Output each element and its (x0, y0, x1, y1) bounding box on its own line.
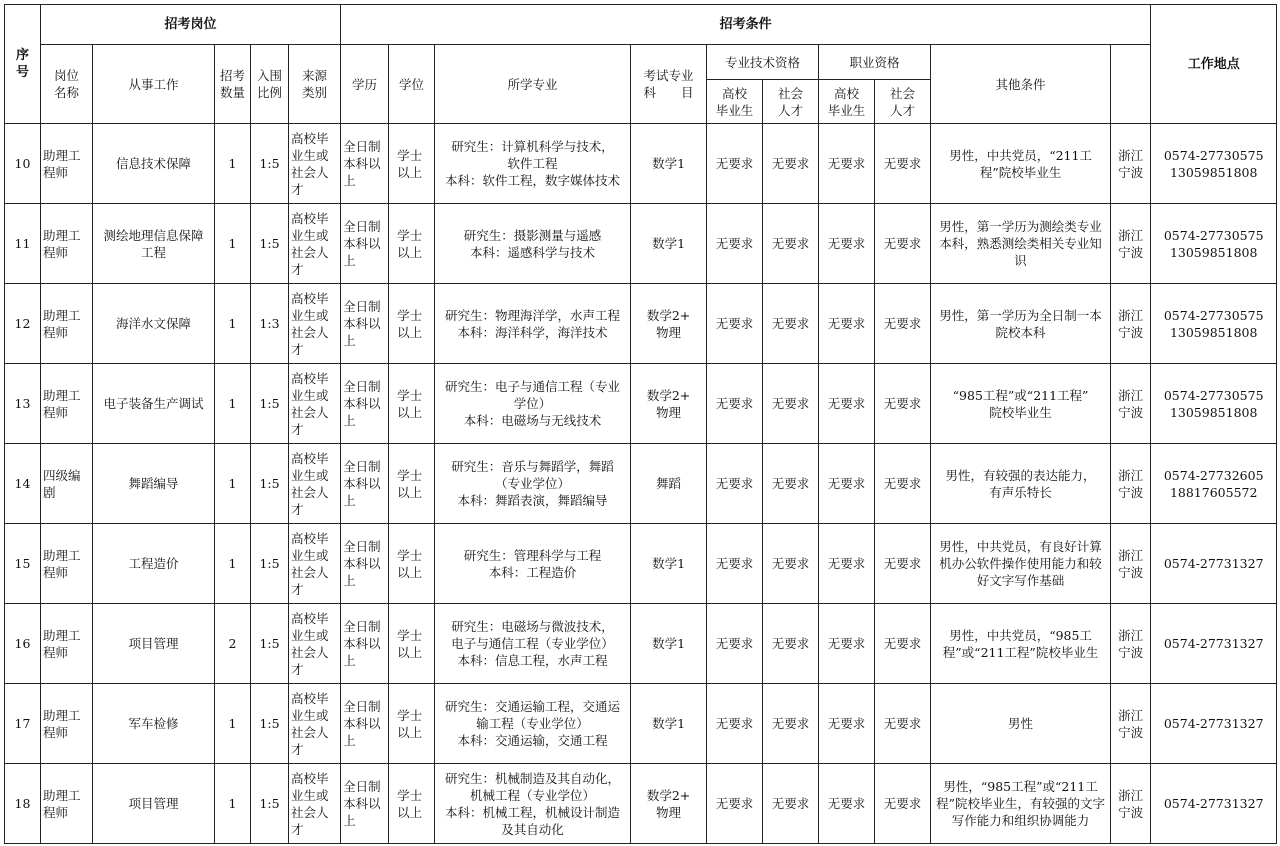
cell-tech-social: 无要求 (763, 524, 819, 604)
table-row (5, 444, 1277, 524)
header-work-location: 工作地点 (1151, 5, 1277, 124)
header-job-qual: 职业资格 (819, 45, 931, 80)
cell-seq: 13 (5, 364, 41, 444)
cell-ratio: 1:3 (251, 284, 289, 364)
header-job-grad: 高校 毕业生 (819, 80, 875, 124)
cell-count: 1 (215, 124, 251, 204)
table-header (5, 5, 1277, 124)
cell-major: 研究生：管理科学与工程 本科：工程造价 (435, 524, 631, 604)
cell-source: 高校毕业生或社会人才 (289, 364, 341, 444)
cell-source: 高校毕业生或社会人才 (289, 684, 341, 764)
cell-job-social: 无要求 (875, 124, 931, 204)
cell-seq: 16 (5, 604, 41, 684)
cell-exam: 数学1 (631, 604, 707, 684)
cell-tech-social: 无要求 (763, 764, 819, 844)
cell-work: 项目管理 (93, 604, 215, 684)
header-major: 所学专业 (435, 45, 631, 124)
cell-location: 浙江宁波 (1111, 364, 1151, 444)
header-exam: 考试专业 科 目 (631, 45, 707, 124)
cell-other: 男性 (931, 684, 1111, 764)
cell-exam: 数学1 (631, 204, 707, 284)
cell-post: 助理工程师 (41, 764, 93, 844)
cell-source: 高校毕业生或社会人才 (289, 764, 341, 844)
cell-tech-social: 无要求 (763, 444, 819, 524)
cell-other: 男性，第一学历为全日制一本院校本科 (931, 284, 1111, 364)
cell-phone: 0574-27731327 (1151, 604, 1277, 684)
header-tech-qual: 专业技术资格 (707, 45, 819, 80)
cell-exam: 数学1 (631, 124, 707, 204)
cell-education: 全日制本科以上 (341, 524, 389, 604)
cell-ratio: 1:5 (251, 604, 289, 684)
cell-degree: 学士以上 (389, 604, 435, 684)
cell-count: 1 (215, 764, 251, 844)
cell-count: 1 (215, 524, 251, 604)
cell-ratio: 1:5 (251, 684, 289, 764)
header-conditions-group: 招考条件 (341, 5, 1151, 45)
cell-count: 1 (215, 684, 251, 764)
cell-work: 舞蹈编导 (93, 444, 215, 524)
cell-phone: 0574-27730575 13059851808 (1151, 204, 1277, 284)
cell-education: 全日制本科以上 (341, 204, 389, 284)
cell-job-grad: 无要求 (819, 364, 875, 444)
table-row (5, 284, 1277, 364)
cell-education: 全日制本科以上 (341, 764, 389, 844)
header-work: 从事工作 (93, 45, 215, 124)
cell-education: 全日制本科以上 (341, 604, 389, 684)
cell-location: 浙江宁波 (1111, 764, 1151, 844)
cell-post: 助理工程师 (41, 604, 93, 684)
cell-work: 测绘地理信息保障工程 (93, 204, 215, 284)
table-row (5, 604, 1277, 684)
cell-tech-social: 无要求 (763, 204, 819, 284)
cell-seq: 14 (5, 444, 41, 524)
cell-phone: 0574-27730575 13059851808 (1151, 124, 1277, 204)
cell-job-social: 无要求 (875, 444, 931, 524)
cell-tech-grad: 无要求 (707, 284, 763, 364)
cell-post: 助理工程师 (41, 524, 93, 604)
header-position-group: 招考岗位 (41, 5, 341, 45)
cell-tech-grad: 无要求 (707, 604, 763, 684)
cell-tech-social: 无要求 (763, 604, 819, 684)
cell-tech-grad: 无要求 (707, 764, 763, 844)
cell-exam: 数学2+ 物理 (631, 764, 707, 844)
cell-job-grad: 无要求 (819, 444, 875, 524)
table-row (5, 124, 1277, 204)
cell-count: 2 (215, 604, 251, 684)
cell-seq: 17 (5, 684, 41, 764)
cell-phone: 0574-27732605 18817605572 (1151, 444, 1277, 524)
cell-major: 研究生：电子与通信工程（专业学位） 本科：电磁场与无线技术 (435, 364, 631, 444)
cell-degree: 学士以上 (389, 524, 435, 604)
cell-tech-social: 无要求 (763, 284, 819, 364)
header-count: 招考数量 (215, 45, 251, 124)
header-post-name: 岗位名称 (41, 45, 93, 124)
cell-education: 全日制本科以上 (341, 444, 389, 524)
cell-seq: 12 (5, 284, 41, 364)
cell-tech-grad: 无要求 (707, 124, 763, 204)
cell-job-social: 无要求 (875, 364, 931, 444)
cell-job-grad: 无要求 (819, 124, 875, 204)
cell-post: 助理工程师 (41, 364, 93, 444)
cell-count: 1 (215, 284, 251, 364)
cell-exam: 舞蹈 (631, 444, 707, 524)
cell-job-social: 无要求 (875, 684, 931, 764)
cell-other: 男性，中共党员，“211工程”院校毕业生 (931, 124, 1111, 204)
cell-degree: 学士以上 (389, 364, 435, 444)
cell-work: 军车检修 (93, 684, 215, 764)
cell-job-social: 无要求 (875, 604, 931, 684)
cell-major: 研究生：物理海洋学，水声工程 本科：海洋科学，海洋技术 (435, 284, 631, 364)
header-ratio: 入围比例 (251, 45, 289, 124)
cell-location: 浙江宁波 (1111, 204, 1151, 284)
cell-post: 助理工程师 (41, 284, 93, 364)
cell-job-grad: 无要求 (819, 524, 875, 604)
cell-phone: 0574-27730575 13059851808 (1151, 364, 1277, 444)
cell-other: 男性，有较强的表达能力， 有声乐特长 (931, 444, 1111, 524)
cell-job-grad: 无要求 (819, 284, 875, 364)
recruitment-table (4, 4, 1277, 844)
cell-work: 工程造价 (93, 524, 215, 604)
cell-job-social: 无要求 (875, 764, 931, 844)
cell-major: 研究生：计算机科学与技术， 软件工程 本科：软件工程，数字媒体技术 (435, 124, 631, 204)
cell-other: 男性，中共党员，有良好计算机办公软件操作使用能力和较好文字写作基础 (931, 524, 1111, 604)
cell-ratio: 1:5 (251, 524, 289, 604)
cell-source: 高校毕业生或社会人才 (289, 604, 341, 684)
cell-exam: 数学1 (631, 684, 707, 764)
cell-location: 浙江宁波 (1111, 524, 1151, 604)
cell-education: 全日制本科以上 (341, 364, 389, 444)
cell-education: 全日制本科以上 (341, 284, 389, 364)
cell-tech-social: 无要求 (763, 124, 819, 204)
cell-post: 助理工程师 (41, 684, 93, 764)
cell-education: 全日制本科以上 (341, 684, 389, 764)
cell-seq: 18 (5, 764, 41, 844)
cell-location: 浙江宁波 (1111, 124, 1151, 204)
cell-tech-grad: 无要求 (707, 204, 763, 284)
cell-ratio: 1:5 (251, 364, 289, 444)
header-other: 其他条件 (931, 45, 1111, 124)
cell-job-social: 无要求 (875, 284, 931, 364)
cell-major: 研究生：音乐与舞蹈学，舞蹈 （专业学位） 本科：舞蹈表演，舞蹈编导 (435, 444, 631, 524)
cell-location: 浙江宁波 (1111, 684, 1151, 764)
cell-degree: 学士以上 (389, 764, 435, 844)
header-tech-social: 社会 人才 (763, 80, 819, 124)
cell-tech-grad: 无要求 (707, 444, 763, 524)
cell-location: 浙江宁波 (1111, 444, 1151, 524)
cell-tech-social: 无要求 (763, 364, 819, 444)
cell-degree: 学士以上 (389, 124, 435, 204)
cell-count: 1 (215, 444, 251, 524)
cell-exam: 数学1 (631, 524, 707, 604)
cell-job-grad: 无要求 (819, 604, 875, 684)
cell-job-grad: 无要求 (819, 684, 875, 764)
cell-other: “985工程”或“211工程” 院校毕业生 (931, 364, 1111, 444)
cell-source: 高校毕业生或社会人才 (289, 284, 341, 364)
cell-source: 高校毕业生或社会人才 (289, 204, 341, 284)
cell-post: 四级编剧 (41, 444, 93, 524)
cell-major: 研究生：交通运输工程，交通运输工程（专业学位） 本科：交通运输，交通工程 (435, 684, 631, 764)
cell-job-social: 无要求 (875, 204, 931, 284)
table-body (5, 124, 1277, 844)
cell-work: 项目管理 (93, 764, 215, 844)
cell-work: 海洋水文保障 (93, 284, 215, 364)
cell-tech-social: 无要求 (763, 684, 819, 764)
table-row (5, 364, 1277, 444)
cell-job-grad: 无要求 (819, 204, 875, 284)
cell-phone: 0574-27730575 13059851808 (1151, 284, 1277, 364)
cell-tech-grad: 无要求 (707, 364, 763, 444)
cell-exam: 数学2+ 物理 (631, 364, 707, 444)
cell-other: 男性，第一学历为测绘类专业本科，熟悉测绘类相关专业知识 (931, 204, 1111, 284)
cell-degree: 学士以上 (389, 444, 435, 524)
cell-phone: 0574-27731327 (1151, 764, 1277, 844)
cell-ratio: 1:5 (251, 444, 289, 524)
table-row (5, 764, 1277, 844)
cell-location: 浙江宁波 (1111, 284, 1151, 364)
table-row (5, 524, 1277, 604)
cell-phone: 0574-27731327 (1151, 524, 1277, 604)
cell-source: 高校毕业生或社会人才 (289, 124, 341, 204)
header-source: 来源类别 (289, 45, 341, 124)
cell-ratio: 1:5 (251, 764, 289, 844)
cell-tech-grad: 无要求 (707, 524, 763, 604)
header-degree: 学位 (389, 45, 435, 124)
cell-degree: 学士以上 (389, 684, 435, 764)
cell-job-grad: 无要求 (819, 764, 875, 844)
header-seq: 序号 (5, 5, 41, 124)
header-tech-grad: 高校 毕业生 (707, 80, 763, 124)
cell-location: 浙江宁波 (1111, 604, 1151, 684)
cell-education: 全日制本科以上 (341, 124, 389, 204)
cell-degree: 学士以上 (389, 204, 435, 284)
cell-work: 信息技术保障 (93, 124, 215, 204)
cell-major: 研究生：电磁场与微波技术， 电子与通信工程（专业学位） 本科：信息工程，水声工程 (435, 604, 631, 684)
cell-phone: 0574-27731327 (1151, 684, 1277, 764)
cell-work: 电子装备生产调试 (93, 364, 215, 444)
cell-source: 高校毕业生或社会人才 (289, 524, 341, 604)
cell-other: 男性，“985工程”或“211工程”院校毕业生，有较强的文字写作能力和组织协调能力 (931, 764, 1111, 844)
cell-exam: 数学2+ 物理 (631, 284, 707, 364)
header-education: 学历 (341, 45, 389, 124)
table-row (5, 684, 1277, 764)
cell-degree: 学士以上 (389, 284, 435, 364)
cell-major: 研究生：机械制造及其自动化，机械工程（专业学位） 本科：机械工程，机械设计制造及其自动化 (435, 764, 631, 844)
cell-ratio: 1:5 (251, 204, 289, 284)
cell-major: 研究生：摄影测量与遥感 本科：遥感科学与技术 (435, 204, 631, 284)
cell-post: 助理工程师 (41, 124, 93, 204)
cell-seq: 15 (5, 524, 41, 604)
cell-count: 1 (215, 364, 251, 444)
cell-count: 1 (215, 204, 251, 284)
table-row (5, 204, 1277, 284)
cell-source: 高校毕业生或社会人才 (289, 444, 341, 524)
cell-post: 助理工程师 (41, 204, 93, 284)
cell-other: 男性，中共党员，“985工程”或“211工程”院校毕业生 (931, 604, 1111, 684)
cell-tech-grad: 无要求 (707, 684, 763, 764)
cell-job-social: 无要求 (875, 524, 931, 604)
cell-seq: 11 (5, 204, 41, 284)
cell-seq: 10 (5, 124, 41, 204)
cell-ratio: 1:5 (251, 124, 289, 204)
header-job-social: 社会 人才 (875, 80, 931, 124)
